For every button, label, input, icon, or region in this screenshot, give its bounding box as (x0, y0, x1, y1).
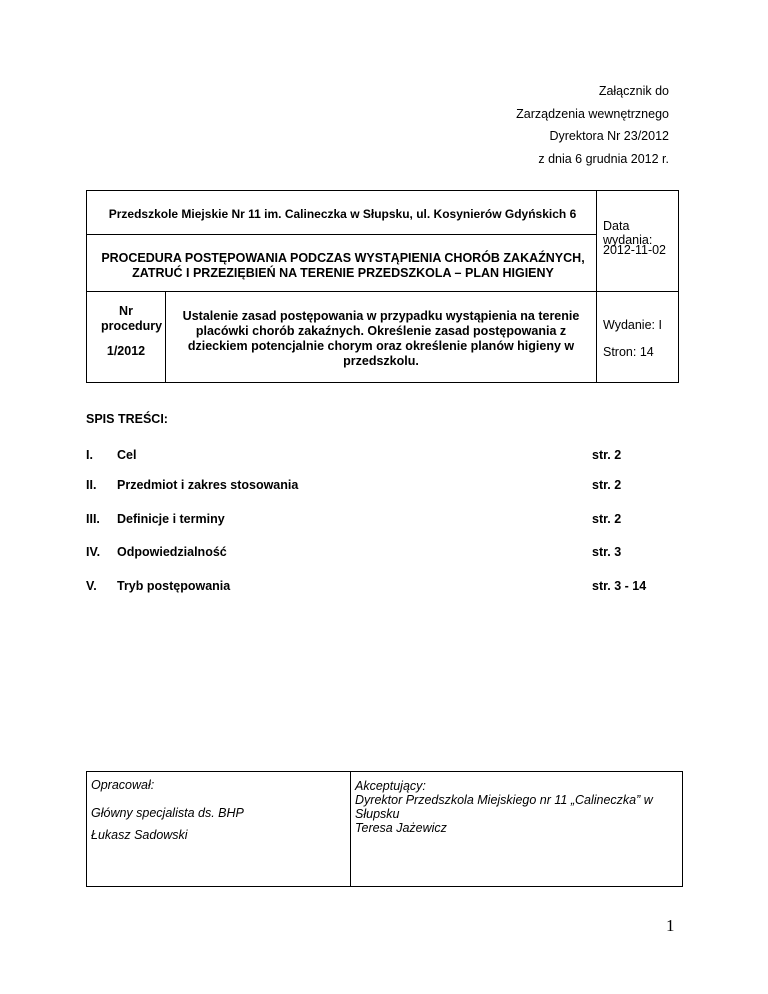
toc-item-text: Przedmiot i zakres stosowania (117, 478, 299, 492)
toc-item-page: str. 3 (592, 545, 622, 559)
annex-header (516, 80, 669, 170)
prepared-by-cell (91, 772, 346, 886)
annex-line: z dnia 6 grudnia 2012 r. (538, 151, 669, 166)
toc-item-text: Cel (117, 448, 137, 462)
procedure-header-table (86, 190, 679, 383)
issue-date-label: Data wydania: (603, 219, 653, 247)
issue-date: 2012-11-02 (603, 243, 667, 257)
toc-item (86, 448, 686, 466)
toc-item-number: I. (86, 448, 93, 462)
accepted-by-cell (355, 772, 677, 886)
edition: Wydanie: I (603, 318, 662, 332)
toc-item (86, 512, 686, 530)
procedure-title: PROCEDURA POSTĘPOWANIA PODCZAS WYSTĄPIENIA CHORÓB ZAKAŹNYCH, ZATRUĆ I PRZEZIĘBIEŃ NA TERENIE PRZEDSZKOLA – PLAN HIGIENY (101, 251, 585, 280)
procedure-number: 1/2012 (106, 344, 146, 358)
annex-line: Dyrektora Nr 23/2012 (549, 129, 669, 143)
accepted-by-name: Teresa Jażewicz (355, 821, 447, 835)
toc-item-text: Tryb postępowania (117, 579, 231, 593)
prepared-by-name: Łukasz Sadowski (91, 828, 188, 842)
toc-item-text: Odpowiedzialność (117, 545, 227, 559)
toc-item (86, 478, 686, 496)
page-number: 1 (666, 916, 675, 935)
accepted-by-label: Akceptujący: (355, 779, 426, 793)
toc-item (86, 579, 686, 597)
procedure-number-label: Nr procedury (101, 304, 163, 333)
institution-name: Przedszkole Miejskie Nr 11 im. Calineczka w Słupsku, ul. Kosynierów Gdyńskich 6 (108, 207, 577, 221)
toc-title: SPIS TREŚCI: (86, 412, 168, 426)
toc-item-number: III. (86, 512, 100, 526)
toc-item-page: str. 2 (592, 478, 622, 492)
accepted-by-role: Dyrektor Przedszkola Miejskiego nr 11 „Calineczka” w Słupsku (355, 793, 653, 821)
toc-item-page: str. 3 - 14 (592, 579, 647, 593)
toc-item-page: str. 2 (592, 512, 622, 526)
prepared-by-role: Główny specjalista ds. BHP (91, 806, 244, 820)
annex-line: Załącznik do (598, 84, 669, 98)
page-count: Stron: 14 (603, 345, 654, 359)
toc-item-number: IV. (86, 545, 101, 559)
toc-item-text: Definicje i terminy (117, 512, 225, 526)
toc-item-page: str. 2 (592, 448, 622, 462)
toc-item-number: II. (86, 478, 97, 492)
procedure-description: Ustalenie zasad postępowania w przypadku wystąpienia na terenie placówki chorób zakaźnych. Określenie zasad postępowania z dzieckiem potencjalnie chorym oraz określenie planów higieny w przedszkolu. (182, 309, 580, 368)
toc-item-number: V. (86, 579, 97, 593)
signature-table (86, 771, 683, 887)
annex-line: Zarządzenia wewnętrznego (516, 106, 669, 121)
prepared-by-label: Opracował: (91, 778, 155, 792)
toc-item (86, 545, 686, 563)
